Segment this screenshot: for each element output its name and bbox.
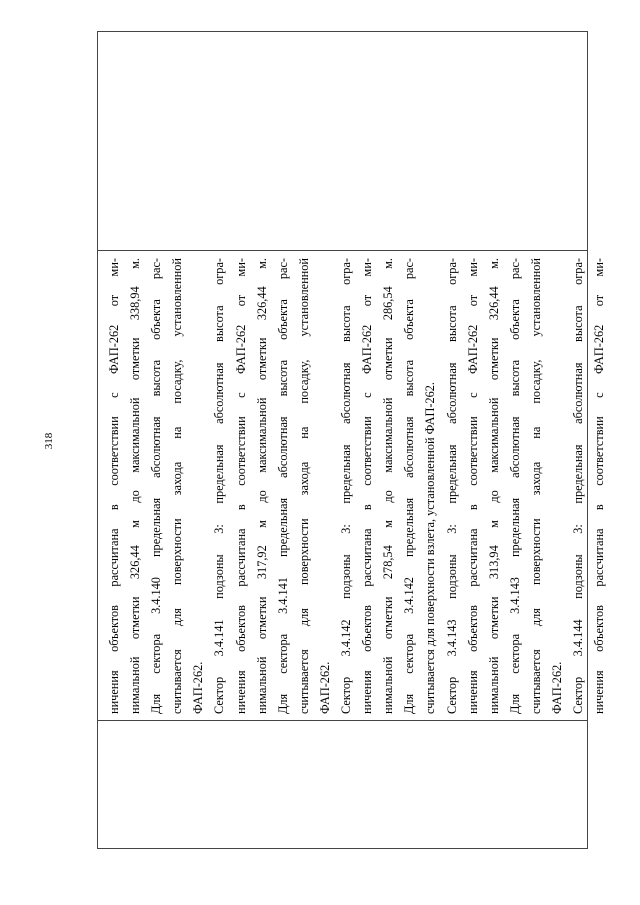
- text-line: ничения объектов рассчитана в соответствии с ФАП-262 от ми-: [360, 258, 375, 714]
- text-line: считывается для поверхности захода на посадку, установленной: [528, 258, 543, 714]
- text-line: Сектор 3.4.143 подзоны 3: предельная абсолютная высота огра-: [444, 258, 459, 714]
- page-number: 318: [43, 432, 55, 450]
- text-line: ничения объектов рассчитана в соответствии с ФАП-262 от ми-: [233, 258, 248, 714]
- text-line: нимальной отметки 326,44 м до максимальной отметки 338,94 м.: [128, 258, 143, 714]
- text-line: нимальной отметки 278,54 м до максимальной отметки 286,54 м.: [381, 258, 396, 714]
- text-line: нимальной отметки 317,92 м до максимальной отметки 326,44 м.: [254, 258, 269, 714]
- text-line: ничения объектов рассчитана в соответствии с ФАП-262 от ми-: [592, 258, 607, 714]
- text-line: Сектор 3.4.142 подзоны 3: предельная абсолютная высота огра-: [339, 258, 354, 714]
- text-line: Для сектора 3.4.143 предельная абсолютная высота объекта рас-: [507, 258, 522, 714]
- table-text-cell: [98, 250, 607, 720]
- text-line: ФАП-262.: [191, 661, 206, 714]
- text-line: Для сектора 3.4.140 предельная абсолютная высота объекта рас-: [149, 258, 164, 714]
- text-line: ничения объектов рассчитана в соответствии с ФАП-262 от ми-: [107, 258, 121, 714]
- text-line: считывается для поверхности взлета, установленной ФАП-262.: [423, 382, 438, 714]
- text-line: нимальной отметки 313,94 м до максимальной отметки 326,44 м.: [486, 258, 501, 714]
- text-line: ничения объектов рассчитана в соответствии с ФАП-262 от ми-: [465, 258, 480, 714]
- text-line: Сектор 3.4.144 подзоны 3: предельная абсолютная высота огра-: [571, 258, 586, 714]
- text-line: Для сектора 3.4.141 предельная абсолютная высота объекта рас-: [275, 258, 290, 714]
- text-paragraph: [104, 258, 610, 714]
- text-line: считывается для поверхности захода на посадку, установленной: [170, 258, 185, 714]
- rotated-text-block: [98, 250, 607, 720]
- text-line: Для сектора 3.4.142 предельная абсолютная высота объекта рас-: [402, 258, 417, 714]
- text-line: ФАП-262.: [317, 661, 332, 714]
- document-table: [97, 31, 607, 849]
- text-line: Сектор 3.4.141 подзоны 3: предельная абсолютная высота огра-: [212, 258, 227, 714]
- table-row-divider: [98, 720, 587, 721]
- text-line: ФАП-262.: [549, 661, 564, 714]
- text-line: считывается для поверхности захода на посадку, установленной: [296, 258, 311, 714]
